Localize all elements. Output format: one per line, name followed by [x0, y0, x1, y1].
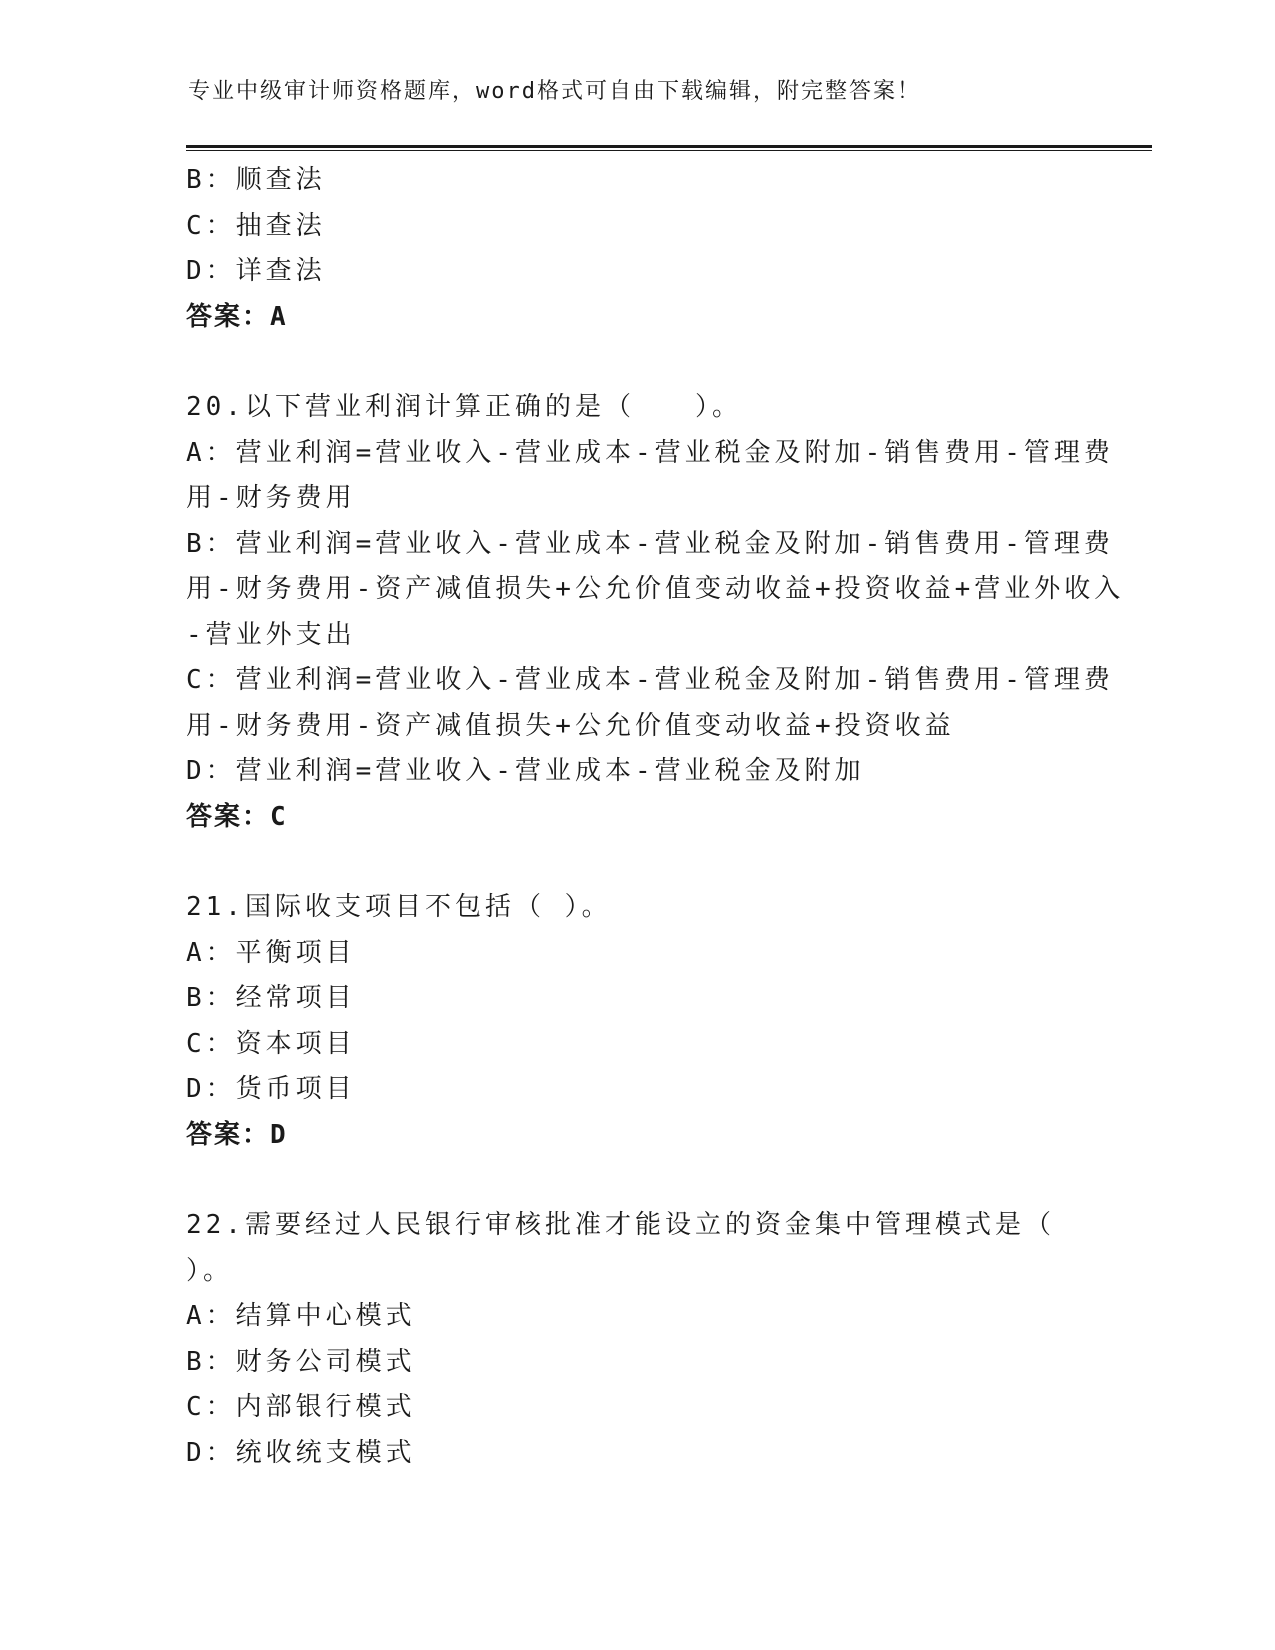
q20-option-a-line2: 用-财务费用	[186, 483, 356, 513]
q20-option-c-line1: C：营业利润=营业收入-营业成本-营业税金及附加-销售费用-管理费	[186, 665, 1114, 695]
q22-option-b: B：财务公司模式	[186, 1346, 416, 1377]
q21-option-b: B：经常项目	[186, 983, 356, 1013]
q20-option-b-line3: -营业外支出	[186, 619, 356, 650]
q19-option-b: B：顺查法	[186, 165, 326, 195]
header-rule-thin	[186, 150, 1152, 151]
q19-answer: 答案：A	[186, 301, 288, 332]
q22-option-c: C：内部银行模式	[186, 1392, 416, 1422]
spacer	[186, 340, 1086, 385]
q20-option-b-line2: 用-财务费用-资产减值损失+公允价值变动收益+投资收益+营业外收入	[186, 574, 1125, 604]
header-rule-thick	[186, 145, 1152, 148]
spacer	[186, 840, 1086, 885]
q20-option-a-line1: A：营业利润=营业收入-营业成本-营业税金及附加-销售费用-管理费	[186, 437, 1114, 468]
q22-stem: 22.需要经过人民银行审核批准才能设立的资金集中管理模式是（	[186, 1210, 1055, 1240]
q19-option-d: D：详查法	[186, 256, 326, 286]
q20-option-d: D：营业利润=营业收入-营业成本-营业税金及附加	[186, 756, 865, 786]
q21-stem: 21.国际收支项目不包括（ ）。	[186, 892, 612, 922]
spacer	[186, 1158, 1086, 1203]
q21-answer: 答案：D	[186, 1119, 288, 1150]
q22-option-a: A：结算中心模式	[186, 1301, 416, 1331]
q20-stem: 20.以下营业利润计算正确的是（ ）。	[186, 392, 742, 422]
question-content	[186, 158, 1125, 1476]
q22-stem-continued: ）。	[186, 1255, 234, 1286]
q21-option-d: D：货币项目	[186, 1074, 356, 1104]
q20-answer: 答案：C	[186, 801, 288, 832]
page-header: 专业中级审计师资格题库，word格式可自由下载编辑，附完整答案！	[188, 79, 921, 104]
q20-option-b-line1: B：营业利润=营业收入-营业成本-营业税金及附加-销售费用-管理费	[186, 528, 1114, 559]
q19-option-c: C：抽查法	[186, 210, 326, 241]
q20-option-c-line2: 用-财务费用-资产减值损失+公允价值变动收益+投资收益	[186, 710, 955, 741]
q21-option-c: C：资本项目	[186, 1028, 356, 1059]
q21-option-a: A：平衡项目	[186, 937, 356, 968]
q22-option-d: D：统收统支模式	[186, 1437, 416, 1468]
